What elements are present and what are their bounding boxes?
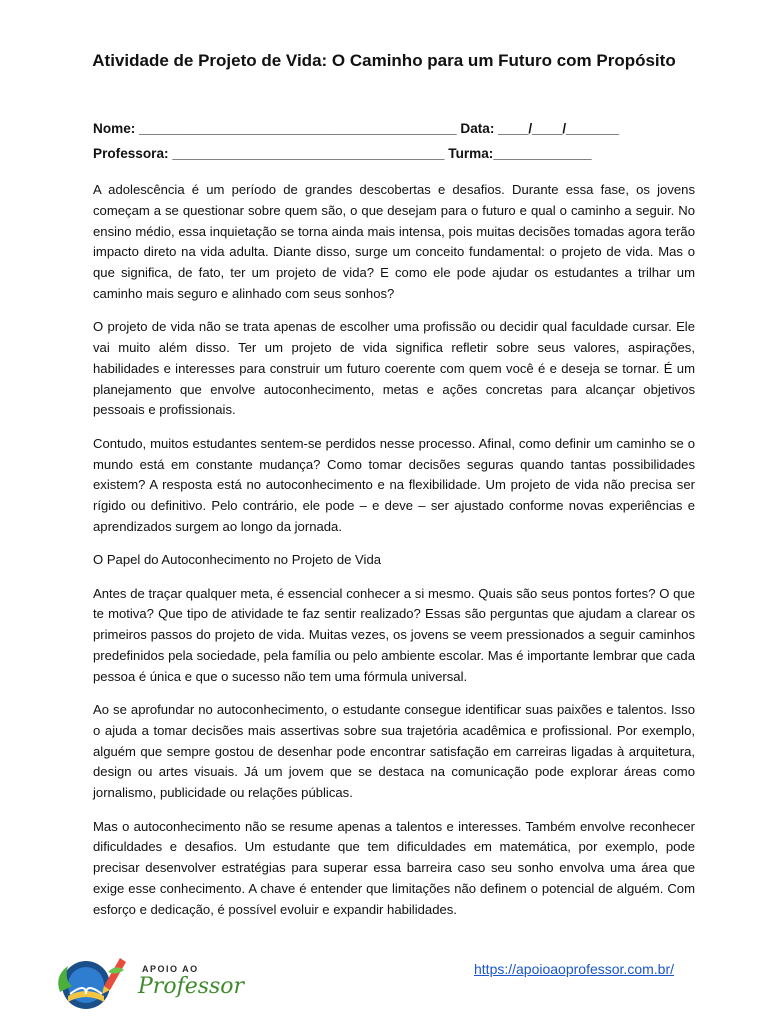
paragraph: O projeto de vida não se trata apenas de escolher uma profissão ou decidir qual faculdade cursar. Ele vai muito além disso. Ter um projeto de vida significa refletir sobre seus valores, aspirações, habilidades e interesses para construir um futuro coerente com quem você é e deseja se tornar. É um planejamento que envolve autoconhecimento, metas e ações concretas para alcançar objetivos pessoais e profissionais.	[93, 319, 695, 418]
book-pencil-logo-icon	[50, 952, 130, 1016]
apoio-ao-professor-logo	[50, 952, 260, 1016]
teacher-class-field-line: Professora: ____________________________________ Turma:_____________	[93, 146, 592, 161]
paragraph: Mas o autoconhecimento não se resume apenas a talentos e interesses. Também envolve reconhecer dificuldades e desafios. Um estudante que tem dificuldades em matemática, por exemplo, pode precisar desenvolver estratégias para superar essa barreira caso seu sonho envolva uma área que exige esse conhecimento. A chave é entender que limitações não definem o potencial de alguém. Com esforço e dedicação, é possível evoluir e expandir habilidades.	[93, 818, 695, 917]
name-date-field-line: Nome: __________________________________________ Data: ____/____/_______	[93, 121, 620, 136]
document-title: Atividade de Projeto de Vida: O Caminho para um Futuro com Propósito	[92, 51, 676, 70]
logo-main-text: Professor	[138, 974, 245, 999]
document-body	[93, 180, 695, 933]
paragraph: Antes de traçar qualquer meta, é essencial conhecer a si mesmo. Quais são seus pontos fortes? O que te motiva? Que tipo de atividade te faz sentir realizado? Essas são perguntas que ajudam a clarear os primeiros passos do projeto de vida. Muitas vezes, os jovens se veem pressionados a seguir caminhos predefinidos pela sociedade, pela família ou pelo ambiente escolar. Mas é importante lembrar que cada pessoa é única e que o sucesso não tem uma fórmula universal.	[93, 585, 695, 684]
paragraph: A adolescência é um período de grandes descobertas e desafios. Durante essa fase, os jovens começam a se questionar sobre quem são, o que desejam para o futuro e qual o caminho a seguir. No ensino médio, essa inquietação se torna ainda mais intensa, pois muitas decisões tomadas agora terão impacto direto na vida adulta. Diante disso, surge um conceito fundamental: o projeto de vida. Mas o que significa, de fato, ter um projeto de vida? E como ele pode ajudar os estudantes a trilhar um caminho mais seguro e alinhado com seus sonhos?	[93, 182, 695, 301]
paragraph: Ao se aprofundar no autoconhecimento, o estudante consegue identificar suas paixões e talentos. Isso o ajuda a tomar decisões mais assertivas sobre sua trajetória acadêmica e profissional. Por exemplo, alguém que sempre gostou de desenhar pode encontrar satisfação em carreiras ligadas à arquitetura, design ou artes visuais. Já um jovem que se destaca na comunicação pode explorar áreas como jornalismo, publicidade ou relações públicas.	[93, 702, 695, 801]
logo-small-text: APOIO AO	[142, 964, 199, 974]
paragraph: Contudo, muitos estudantes sentem-se perdidos nesse processo. Afinal, como definir um caminho se o mundo está em constante mudança? Como tomar decisões seguras quando tantas possibilidades existem? A resposta está no autoconhecimento e na flexibilidade. Um projeto de vida não precisa ser rígido ou definitivo. Pelo contrário, ele pode – e deve – ser ajustado conforme novas experiências e aprendizados surgem ao longo da jornada.	[93, 435, 695, 534]
website-link[interactable]: https://apoioaoprofessor.com.br/	[474, 961, 674, 977]
section-heading: O Papel do Autoconhecimento no Projeto de Vida	[93, 552, 382, 568]
